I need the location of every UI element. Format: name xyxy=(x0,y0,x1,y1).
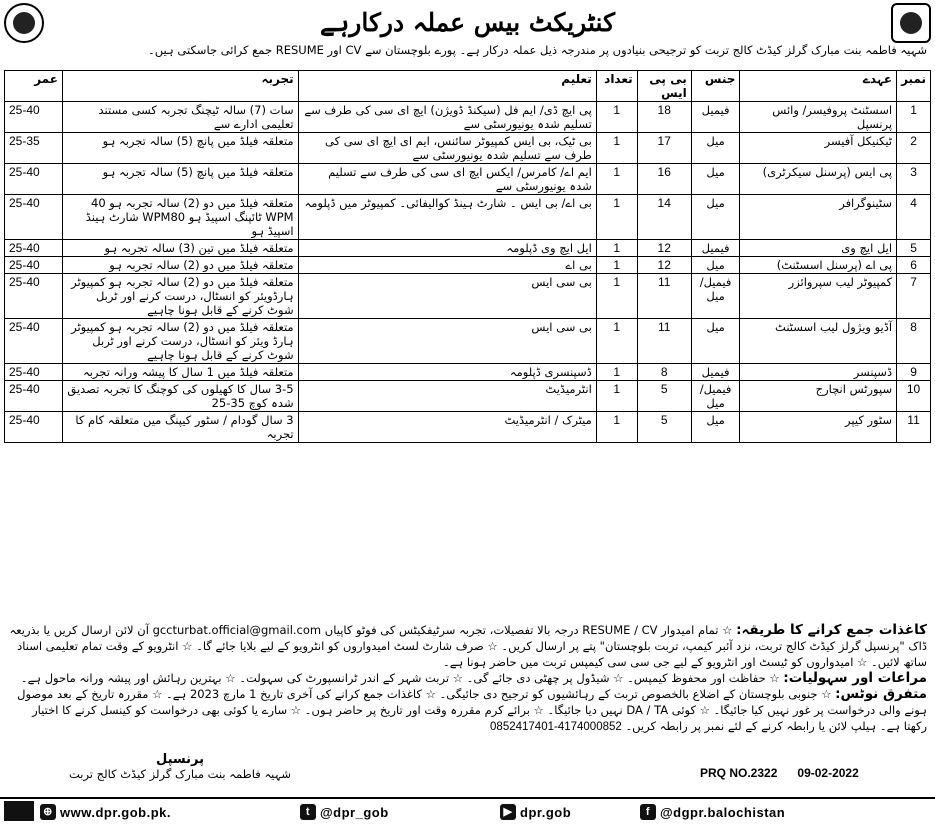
gender-cell: میل xyxy=(691,195,740,240)
flag-icon xyxy=(4,801,34,821)
gender-cell: فیمیل/ میل xyxy=(691,381,740,412)
prq-date: 09-02-2022 xyxy=(797,766,859,780)
experience-cell: 3 سال گودام / سٹور کیپنگ میں متعلقہ کام کا تجربہ xyxy=(62,412,298,443)
benefits-heading: مراعات اور سہولیات: xyxy=(783,670,927,686)
col-header-gender: جنس xyxy=(691,71,740,102)
row-number-cell: 1 xyxy=(897,102,931,133)
government-logo xyxy=(891,3,931,43)
col-header-post: عہدے xyxy=(740,71,897,102)
education-cell: بی سی ایس xyxy=(298,274,596,319)
table-row xyxy=(5,381,931,412)
page-title: کنٹریکٹ بیس عملہ درکارہے xyxy=(50,4,885,42)
principal-signature xyxy=(50,752,310,782)
post-name-cell: سپورٹس انچارج xyxy=(740,381,897,412)
website-text: www.dpr.gob.pk. xyxy=(60,804,172,820)
experience-cell: متعلقہ فیلڈ میں دو (2) سالہ تجربہ ہو 40 WPM ٹائپنگ اسپیڈ ہو WPM80 شارٹ ہینڈ اسپیڈ ہو xyxy=(62,195,298,240)
table-row xyxy=(5,319,931,364)
age-limit-cell: 25-40 xyxy=(5,257,63,274)
bps-cell: 11 xyxy=(637,319,691,364)
experience-cell: متعلقہ فیلڈ میں دو (2) سالہ تجربہ ہو xyxy=(62,257,298,274)
education-cell: انٹرمیڈیٹ xyxy=(298,381,596,412)
facebook-text: @dgpr.balochistan xyxy=(660,804,786,820)
misc-notes xyxy=(8,686,927,735)
quantity-cell: 1 xyxy=(596,164,637,195)
table-row xyxy=(5,257,931,274)
table-row xyxy=(5,274,931,319)
post-name-cell: پی اے (پرسنل اسسٹنٹ) xyxy=(740,257,897,274)
col-header-no: نمبر xyxy=(897,71,931,102)
bps-cell: 5 xyxy=(637,412,691,443)
gender-cell: فیمیل/ میل xyxy=(691,274,740,319)
misc-heading: متفرق نوٹس: xyxy=(835,686,927,702)
header xyxy=(0,0,935,46)
table-row xyxy=(5,240,931,257)
benefits-text: ☆ حفاظت اور محفوظ کیمپس۔ ☆ شیڈول پر چھٹی دی جائے گی۔ ☆ تربت شہر کے اندر ٹرانسپورٹ کی سہولت۔ ☆ بہترین رہائش اور پیشہ ورانہ ماحول ہے۔ xyxy=(20,671,780,685)
post-name-cell: سٹور کیپر xyxy=(740,412,897,443)
age-limit-cell: 25-40 xyxy=(5,102,63,133)
gender-cell: میل xyxy=(691,319,740,364)
bps-cell: 12 xyxy=(637,240,691,257)
education-cell: بی سی ایس xyxy=(298,319,596,364)
gender-cell: میل xyxy=(691,164,740,195)
post-name-cell: ٹیکنیکل آفیسر xyxy=(740,133,897,164)
gender-cell: فیمیل xyxy=(691,240,740,257)
education-cell: میٹرک / انٹرمیڈیٹ xyxy=(298,412,596,443)
quantity-cell: 1 xyxy=(596,319,637,364)
apply-heading: کاغذات جمع کرانے کا طریقہ: xyxy=(736,622,927,638)
principal-school: شہیہ فاطمہ بنت مبارک گرلز کیڈٹ کالج تربت xyxy=(68,767,292,781)
table-header-row xyxy=(5,71,931,102)
youtube-text: dpr.gob xyxy=(520,804,572,820)
col-header-experience: تجربہ xyxy=(62,71,298,102)
experience-cell: متعلقہ فیلڈ میں پانچ (5) سالہ تجربہ ہو xyxy=(62,133,298,164)
experience-cell: متعلقہ فیلڈ میں دو (2) سالہ تجربہ ہو کمپیوٹر ہارڈویئر کو انسٹال، درست کرنے اور ٹربل شوٹ کرنے کے قابل ہونا چاہیے xyxy=(62,274,298,319)
quantity-cell: 1 xyxy=(596,257,637,274)
quantity-cell: 1 xyxy=(596,381,637,412)
age-limit-cell: 25-40 xyxy=(5,164,63,195)
experience-cell: سات (7) سالہ ٹیچنگ تجربہ کسی مستند تعلیمی ادارے سے xyxy=(62,102,298,133)
post-name-cell: سٹینوگرافر xyxy=(740,195,897,240)
experience-cell: متعلقہ فیلڈ میں پانچ (5) سالہ تجربہ ہو xyxy=(62,164,298,195)
post-name-cell: کمپیوٹر لیب سپروائزر xyxy=(740,274,897,319)
gender-cell: فیمیل xyxy=(691,364,740,381)
table-row xyxy=(5,164,931,195)
age-limit-cell: 25-40 xyxy=(5,319,63,364)
bps-cell: 11 xyxy=(637,274,691,319)
gender-cell: میل xyxy=(691,133,740,164)
youtube-link[interactable] xyxy=(500,803,571,821)
experience-cell: متعلقہ فیلڈ میں دو (2) سالہ تجربہ ہو کمپیوٹر ہارڈ ویئر کو انسٹال، درست کرنے اور ٹربل شوٹ کرنے کے قابل ہونا چاہیے xyxy=(62,319,298,364)
misc-text: ☆ جنوبی بلوچستان کے اضلاع بالخصوص تربت کے رہائشیوں کو ترجیح دی جائیگی۔ ☆ کاغذات جمع کرانے کی آخری تاریخ 1 مارچ 2023 ہے۔ ☆ مقررہ تاریخ کے بعد موصول ہونے والی درخواست پر غور نہیں کیا جائیگا۔ ☆ کوئی DA / TA نہیں دیا جائیگا۔ ☆ برائے کرم مقررہ وقت اور تاریخ پر حاضر ہوں۔ ☆ سارے یا کوئی بھی درخواست کو کینسل کرنے کا اختیار رکھتا ہے۔ ہیلپ لائن یا رابطہ کرنے کے لئے نمبر پر رابطہ کریں۔ xyxy=(17,687,927,733)
row-number-cell: 10 xyxy=(897,381,931,412)
bps-cell: 16 xyxy=(637,164,691,195)
age-limit-cell: 25-40 xyxy=(5,364,63,381)
row-number-cell: 5 xyxy=(897,240,931,257)
vacancy-table xyxy=(4,70,931,443)
bps-cell: 14 xyxy=(637,195,691,240)
age-limit-cell: 25-40 xyxy=(5,195,63,240)
apply-text: ☆ تمام امیدوار RESUME / CV درجہ بالا تفصیلات، تجربہ سرٹیفکیٹس کی فوٹو کاپیاں gccturbat.official@gmail.com آن لائن ارسال کریں یا بذریعہ ڈاک "پرنسپل گرلز کیڈٹ کالج تربت، نزد آئبر کیمپ، تربت بلوچستان" پتے پر ارسال کریں۔ ☆ صرف شارٹ لسٹ امیدواروں کو انٹرویو کے لیے بلایا جائے گا۔ ☆ انٹرویو کے وقت تمام تعلیمی اسناد ساتھ لائیں۔ ☆ امیدواروں کو ٹیسٹ اور انٹرویو کے لیے جی سی سی کیمپس تربت میں حاضر ہونا ہے۔ xyxy=(9,623,927,669)
experience-cell: متعلقہ فیلڈ میں تین (3) سالہ تجربہ ہو xyxy=(62,240,298,257)
quantity-cell: 1 xyxy=(596,274,637,319)
bps-cell: 8 xyxy=(637,364,691,381)
footer xyxy=(0,797,935,825)
twitter-text: @dpr_gob xyxy=(320,804,389,820)
education-cell: پی ایچ ڈی/ ایم فل (سیکنڈ ڈویژن) ایچ ای سی کی طرف سے تسلیم شدہ یونیورسٹی سے xyxy=(298,102,596,133)
bps-cell: 18 xyxy=(637,102,691,133)
website-link[interactable] xyxy=(40,803,171,821)
bps-cell: 5 xyxy=(637,381,691,412)
age-limit-cell: 25-35 xyxy=(5,133,63,164)
col-header-bps: بی پی ایس xyxy=(637,71,691,102)
youtube-icon: ▶ xyxy=(500,804,516,820)
apply-method xyxy=(8,622,927,670)
row-number-cell: 7 xyxy=(897,274,931,319)
globe-icon: ⊕ xyxy=(40,804,56,820)
quantity-cell: 1 xyxy=(596,195,637,240)
row-number-cell: 4 xyxy=(897,195,931,240)
post-name-cell: پی ایس (پرسنل سیکرٹری) xyxy=(740,164,897,195)
col-header-qty: تعداد xyxy=(596,71,637,102)
quantity-cell: 1 xyxy=(596,412,637,443)
education-cell: ایم اے/ کامرس/ ایکس ایچ ای سی کی طرف سے تسلیم شدہ یونیورسٹی سے xyxy=(298,164,596,195)
education-cell: بی اے/ بی ایس ۔ شارٹ ہینڈ کوالیفائی۔ کمپیوٹر میں ڈپلومہ xyxy=(298,195,596,240)
table-row xyxy=(5,102,931,133)
row-number-cell: 9 xyxy=(897,364,931,381)
table-row xyxy=(5,195,931,240)
age-limit-cell: 25-40 xyxy=(5,381,63,412)
row-number-cell: 6 xyxy=(897,257,931,274)
gender-cell: میل xyxy=(691,412,740,443)
age-limit-cell: 25-40 xyxy=(5,240,63,257)
bps-cell: 12 xyxy=(637,257,691,274)
education-cell: بی اے xyxy=(298,257,596,274)
education-cell: ایل ایچ وی ڈپلومہ xyxy=(298,240,596,257)
twitter-link[interactable] xyxy=(300,803,389,821)
facebook-link[interactable] xyxy=(640,803,785,821)
facebook-icon: f xyxy=(640,804,656,820)
col-header-age: عمر xyxy=(5,71,63,102)
post-name-cell: آڈیو ویژول لیب اسسٹنٹ xyxy=(740,319,897,364)
gender-cell: فیمیل xyxy=(691,102,740,133)
benefits xyxy=(8,670,927,686)
post-name-cell: ڈسپنسر xyxy=(740,364,897,381)
age-limit-cell: 25-40 xyxy=(5,412,63,443)
college-logo xyxy=(4,3,44,43)
quantity-cell: 1 xyxy=(596,133,637,164)
quantity-cell: 1 xyxy=(596,240,637,257)
post-name-cell: ایل ایچ وی xyxy=(740,240,897,257)
table-row xyxy=(5,133,931,164)
experience-cell: متعلقہ فیلڈ میں 1 سال کا پیشہ ورانہ تجربہ xyxy=(62,364,298,381)
prq-label: PRQ NO.2322 xyxy=(700,766,778,780)
intro-text: شہیہ فاطمہ بنت مبارک گرلز کیڈٹ کالج تربت کو ترجیحی بنیادوں پر مندرجہ ذیل عملہ درکار ہے۔ پورے بلوچستان سے CV اور RESUME جمع کرائی جاسکتی ہیں۔ xyxy=(148,43,927,57)
principal-title: پرنسپل xyxy=(156,752,204,767)
education-cell: بی ٹیک، بی ایس کمپیوٹر سائنس، ایم ای ایچ ای سی کی طرف سے تسلیم شدہ یونیورسٹی سے xyxy=(298,133,596,164)
gender-cell: میل xyxy=(691,257,740,274)
col-header-education: تعلیم xyxy=(298,71,596,102)
row-number-cell: 2 xyxy=(897,133,931,164)
row-number-cell: 11 xyxy=(897,412,931,443)
experience-cell: 3-5 سال کا کھیلوں کی کوچنگ کا تجربہ تصدیق شدہ کوچ 35-25 xyxy=(62,381,298,412)
helpline-numbers: 0852417401-4174000852 xyxy=(490,721,622,733)
education-cell: ڈسپنسری ڈپلومہ xyxy=(298,364,596,381)
table-row xyxy=(5,412,931,443)
instructions xyxy=(8,622,927,735)
quantity-cell: 1 xyxy=(596,102,637,133)
bps-cell: 17 xyxy=(637,133,691,164)
table-row xyxy=(5,364,931,381)
twitter-icon: t xyxy=(300,804,316,820)
row-number-cell: 8 xyxy=(897,319,931,364)
age-limit-cell: 25-40 xyxy=(5,274,63,319)
row-number-cell: 3 xyxy=(897,164,931,195)
prq-number xyxy=(700,766,859,780)
quantity-cell: 1 xyxy=(596,364,637,381)
post-name-cell: اسسٹنٹ پروفیسر/ وائس پرنسپل xyxy=(740,102,897,133)
